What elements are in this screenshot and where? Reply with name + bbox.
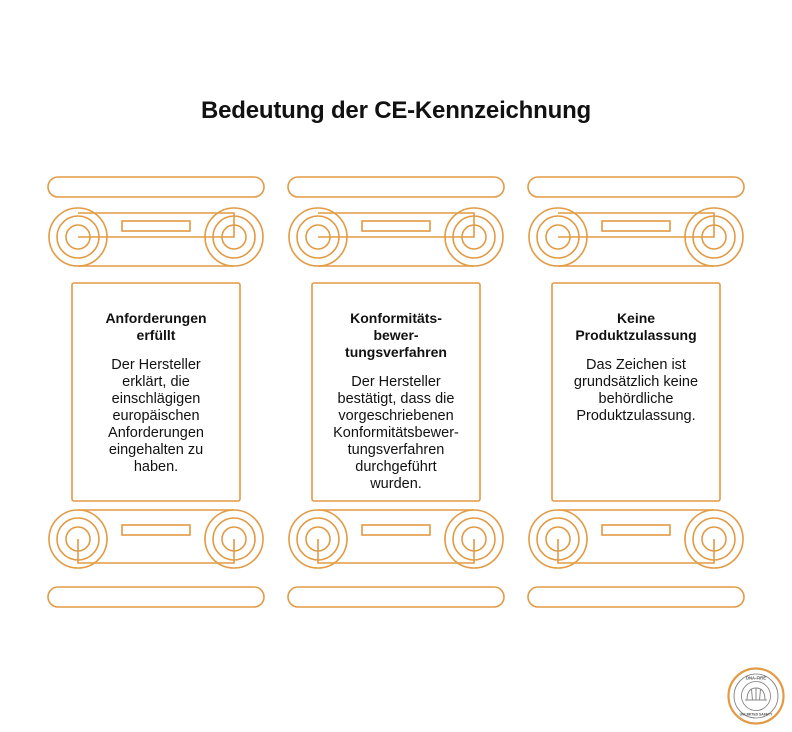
heading-line: tungsverfahren [345,344,447,360]
page-title: Bedeutung der CE-Kennzeichnung [200,97,591,124]
body-line: einschlägigen [111,391,201,407]
column-3-body [561,357,711,425]
heading-line: erfüllt [136,327,176,343]
seal-bottom-text: UNLIMITED SAFETY [739,712,773,717]
body-line: Das Zeichen ist [586,357,686,373]
body-line: bestätigt, dass die [337,391,455,407]
body-line: eingehalten zu [108,442,204,458]
column-3-text [561,310,711,425]
heading-line: Produktzulassung [575,327,697,343]
heading-line: bewer- [373,327,419,343]
column-3-heading [561,310,711,344]
body-line: vorgeschriebenen [338,408,454,424]
heading-line: Anforderungen [105,310,207,326]
body-line: grundsätzlich keine [573,374,699,390]
seal-top-text: DNA-FIRE [745,675,767,681]
column-2-text [321,310,471,493]
body-line: erklärt, die [122,374,190,390]
column-2-heading [321,310,471,361]
body-line: Produktzulassung. [576,408,696,424]
heading-line: Konformitäts- [350,310,442,326]
body-line: haben. [133,459,179,475]
column-1-body [81,357,231,476]
body-line: Anforderungen [108,425,204,441]
body-line: tungsverfahren [347,442,445,458]
company-seal-logo [727,667,785,725]
column-1-heading [81,310,231,344]
body-line: Konformitätsbewer- [333,425,459,441]
body-line: durchgeführt [355,459,437,475]
column-1-text [81,310,231,476]
body-line: europäischen [112,408,200,424]
heading-line: Keine [616,310,656,326]
column-2-body [321,374,471,493]
body-line: behördliche [598,391,674,407]
body-line: Der Hersteller [111,357,201,373]
body-line: wurden. [370,476,422,492]
body-line: Der Hersteller [351,374,441,390]
